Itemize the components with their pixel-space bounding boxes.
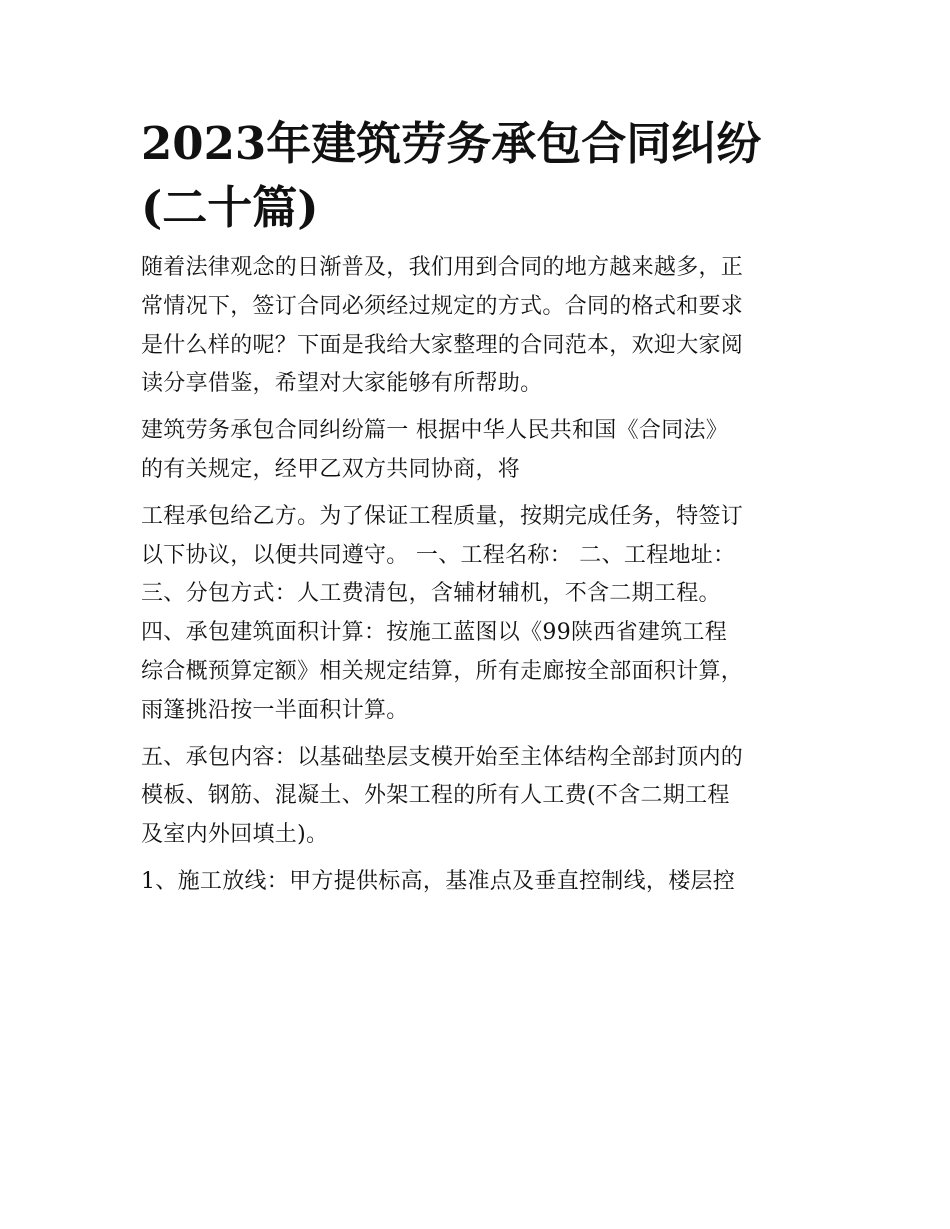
text-line: 五、承包内容：以基础垫层支模开始至主体结构全部封顶内的 — [141, 744, 744, 770]
text-line: 读分享借鉴，希望对大家能够有所帮助。 — [141, 371, 543, 397]
text-line: 及室内外回填土)。 — [141, 822, 329, 848]
text-line: 1、施工放线：甲方提供标高，基准点及垂直控制线，楼层控 — [141, 868, 736, 894]
text-line: 工程承包给乙方。为了保证工程质量，按期完成任务，特签订 — [141, 503, 744, 529]
text-line: 建筑劳务承包合同纠纷篇一 根据中华人民共和国《合同法》 — [141, 418, 729, 444]
text-line: 常情况下，签订合同必须经过规定的方式。合同的格式和要求 — [141, 293, 744, 319]
text-line: 四、承包建筑面积计算：按施工蓝图以《99陕西省建筑工程 — [141, 620, 728, 646]
terms-paragraph — [141, 498, 821, 731]
text-line: 以下协议，以便共同遵守。 一、工程名称： 二、工程地址： — [141, 542, 736, 568]
text-line: 三、分包方式：人工费清包，含辅材辅机，不含二期工程。 — [141, 581, 721, 607]
title-line: (二十篇) — [141, 181, 319, 234]
text-line: 随着法律观念的日渐普及，我们用到合同的地方越来越多，正 — [141, 255, 744, 280]
item-paragraph — [141, 863, 821, 902]
intro-paragraph — [141, 249, 821, 404]
section-intro-paragraph — [141, 412, 821, 490]
document-title — [141, 112, 821, 240]
text-line: 雨篷挑沿按一半面积计算。 — [141, 697, 409, 723]
text-line: 的有关规定，经甲乙双方共同协商，将 — [141, 456, 521, 482]
scope-paragraph — [141, 739, 821, 855]
title-line: 2023年建筑劳务承包合同纠纷 — [141, 117, 762, 170]
text-line: 综合概预算定额》相关规定结算，所有走廊按全部面积计算， — [141, 658, 744, 684]
text-line: 是什么样的呢？下面是我给大家整理的合同范本，欢迎大家阅 — [141, 332, 744, 358]
text-line: 模板、钢筋、混凝土、外架工程的所有人工费(不含二期工程 — [141, 783, 730, 809]
document-page — [141, 112, 821, 910]
